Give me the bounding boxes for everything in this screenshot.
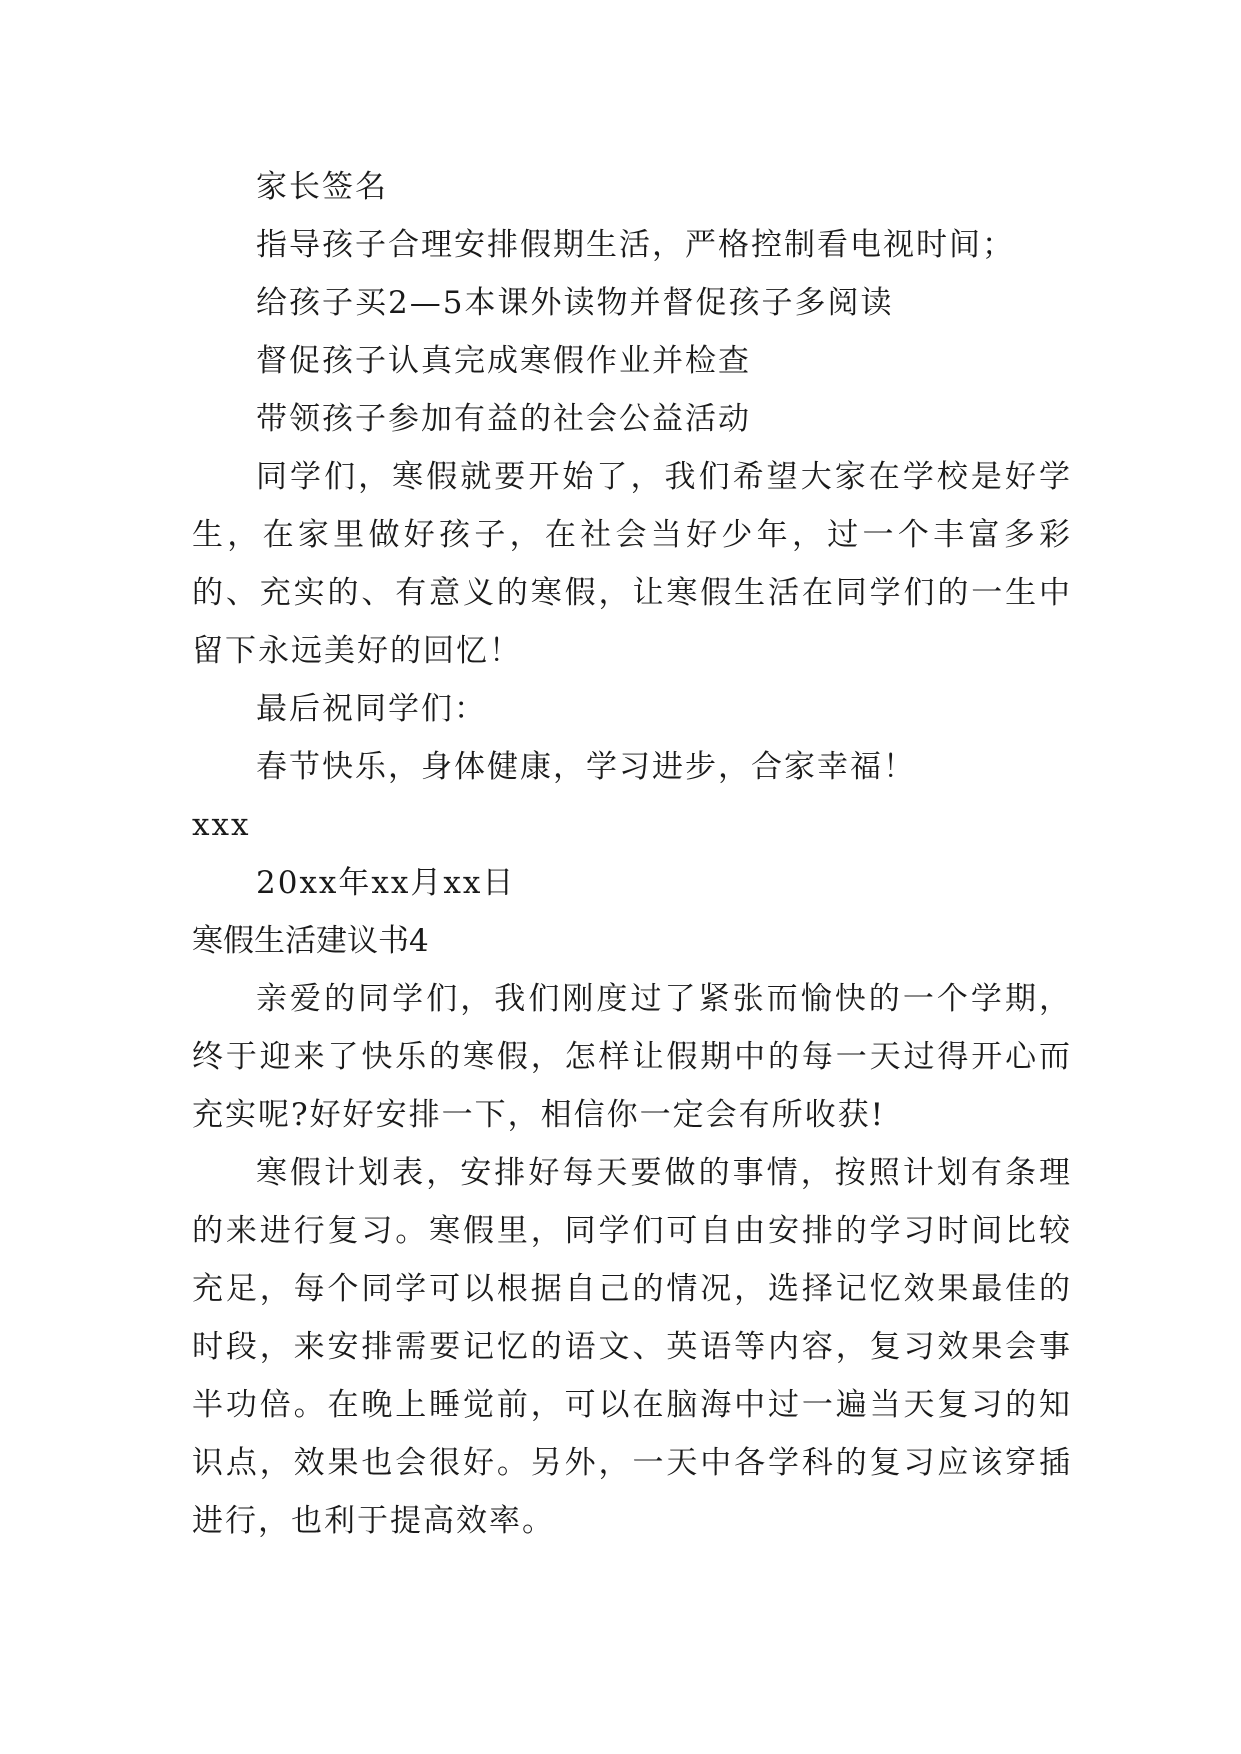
guide-item-homework: 督促孩子认真完成寒假作业并检查: [256, 343, 751, 379]
wish-text: 春节快乐，身体健康，学习进步，合家幸福！: [256, 749, 916, 785]
wish-intro: 最后祝同学们：: [256, 691, 487, 727]
date: 20xx年xx月xx日: [256, 865, 516, 901]
signer: xxx: [192, 807, 251, 843]
parent-signature-label: 家长签名: [256, 169, 388, 205]
guide-item-books: 给孩子买2—5本课外读物并督促孩子多阅读: [256, 285, 894, 321]
section-title: 寒假生活建议书4: [192, 923, 429, 959]
guide-item-schedule: 指导孩子合理安排假期生活，严格控制看电视时间；: [256, 227, 1015, 263]
intro-paragraph: 亲爱的同学们，我们刚度过了紧张而愉快的一个学期，终于迎来了快乐的寒假，怎样让假期中的每一天过得开心而充实呢?好好安排一下，相信你一定会有所收获!: [192, 981, 1072, 1133]
hope-paragraph: 同学们，寒假就要开始了，我们希望大家在学校是好学生，在家里做好孩子，在社会当好少年，过一个丰富多彩的、充实的、有意义的寒假，让寒假生活在同学们的一生中留下永远美好的回忆！: [192, 459, 1072, 669]
guide-item-activities: 带领孩子参加有益的社会公益活动: [256, 401, 751, 437]
document-page: [192, 158, 1072, 1550]
plan-paragraph: 寒假计划表，安排好每天要做的事情，按照计划有条理的来进行复习。寒假里，同学们可自由安排的学习时间比较充足，每个同学可以根据自己的情况，选择记忆效果最佳的时段，来安排需要记忆的语文、英语等内容，复习效果会事半功倍。在晚上睡觉前，可以在脑海中过一遍当天复习的知识点，效果也会很好。另外，一天中各学科的复习应该穿插进行，也利于提高效率。: [192, 1155, 1072, 1539]
